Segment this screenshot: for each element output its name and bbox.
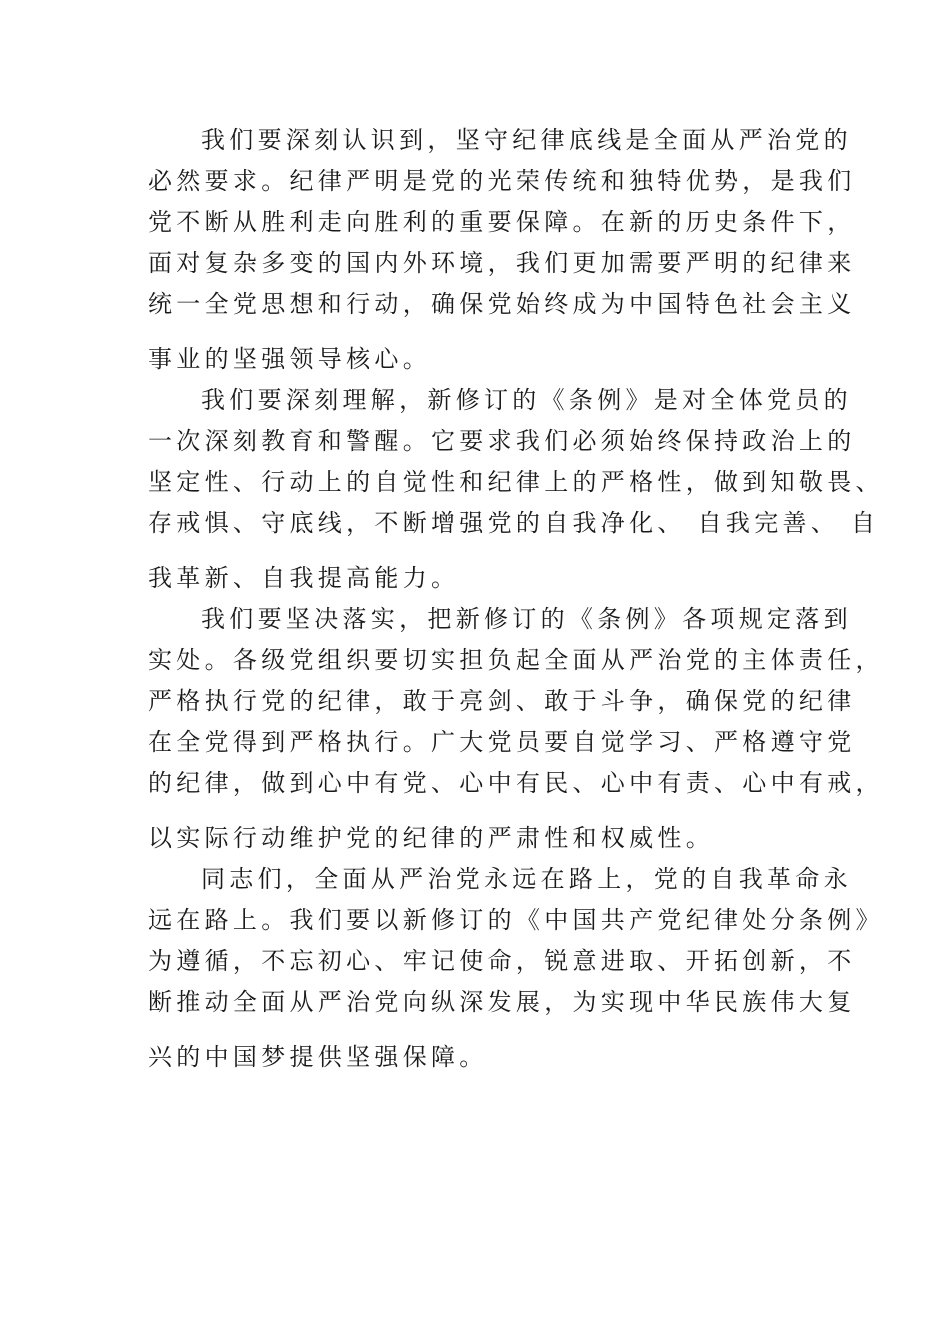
text-line: 坚定性、行动上的自觉性和纪律上的严格性，做到知敬畏、 xyxy=(148,468,884,496)
text-line: 兴的中国梦提供坚强保障。 xyxy=(148,1043,488,1071)
text-line: 断推动全面从严治党向纵深发展，为实现中华民族伟大复 xyxy=(148,988,856,1016)
text-line: 我们要坚决落实，把新修订的《条例》各项规定落到 xyxy=(201,605,852,633)
paragraph-discipline-requirement xyxy=(148,120,856,380)
text-line: 面对复杂多变的国内外环境，我们更加需要严明的纪律来 xyxy=(148,249,856,277)
text-line: 我们要深刻认识到，坚守纪律底线是全面从严治党的 xyxy=(201,126,852,154)
text-line: 实处。各级党组织要切实担负起全面从严治党的主体责任， xyxy=(148,646,884,674)
paragraph-implementation xyxy=(148,599,884,859)
text-line: 必然要求。纪律严明是党的光荣传统和独特优势，是我们 xyxy=(148,167,856,195)
text-line: 一次深刻教育和警醒。它要求我们必须始终保持政治上的 xyxy=(148,427,856,455)
text-line: 同志们，全面从严治党永远在路上，党的自我革命永 xyxy=(201,865,852,893)
paragraph-regulation-understanding xyxy=(148,380,884,599)
text-line: 事业的坚强领导核心。 xyxy=(148,345,431,373)
paragraph-conclusion xyxy=(148,859,884,1078)
text-line: 党不断从胜利走向胜利的重要保障。在新的历史条件下， xyxy=(148,208,856,236)
text-line: 在全党得到严格执行。广大党员要自觉学习、严格遵守党 xyxy=(148,728,856,756)
text-line: 以实际行动维护党的纪律的严肃性和权威性。 xyxy=(148,824,714,852)
text-line: 为遵循，不忘初心、牢记使命，锐意进取、开拓创新，不 xyxy=(148,947,856,975)
text-line: 存戒惧、守底线，不断增强党的自我净化、 自我完善、 自 xyxy=(148,509,880,537)
text-line: 严格执行党的纪律，敢于亮剑、敢于斗争，确保党的纪律 xyxy=(148,687,856,715)
text-line: 我们要深刻理解，新修订的《条例》是对全体党员的 xyxy=(201,386,852,414)
text-line: 的纪律，做到心中有党、心中有民、心中有责、心中有戒， xyxy=(148,769,884,797)
text-line: 我革新、自我提高能力。 xyxy=(148,564,460,592)
document-body xyxy=(148,120,884,1078)
text-line: 统一全党思想和行动，确保党始终成为中国特色社会主义 xyxy=(148,290,856,318)
text-line: 远在路上。我们要以新修订的《中国共产党纪律处分条例》 xyxy=(148,906,884,934)
